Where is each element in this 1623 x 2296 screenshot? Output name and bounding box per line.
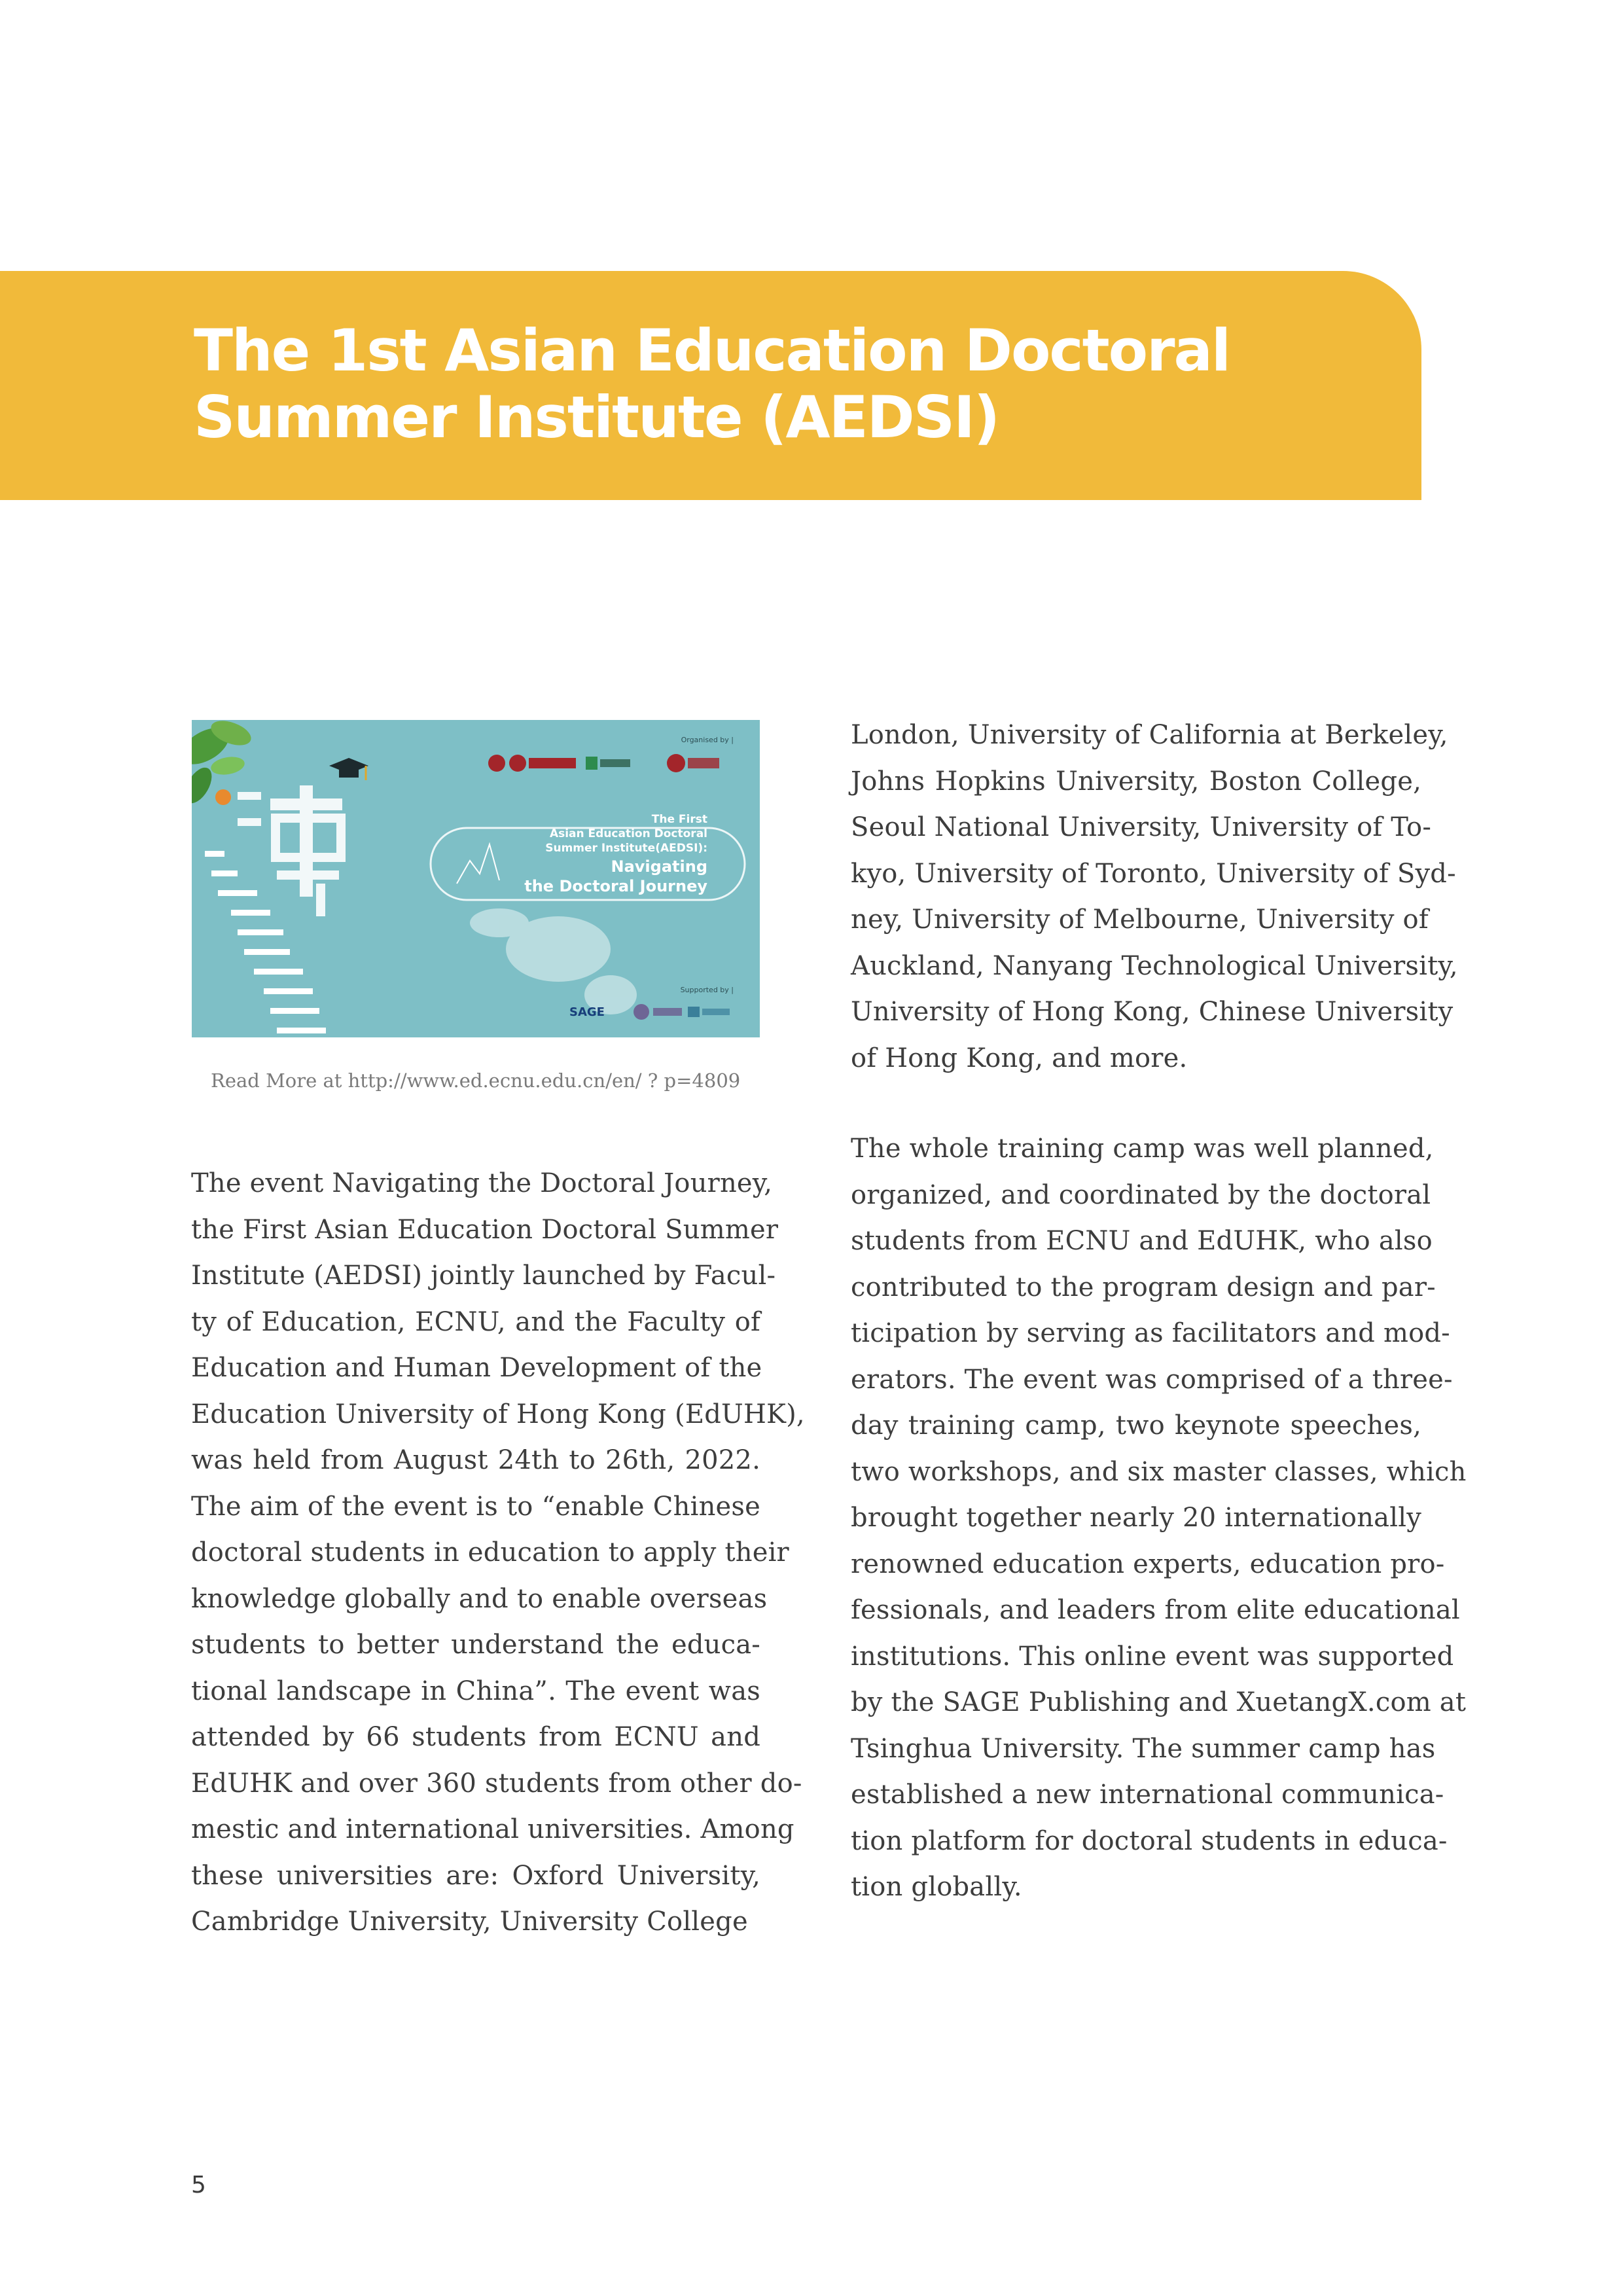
text-line: institutions. This online event was supported [851,1641,1454,1672]
page-number: 5 [191,2172,206,2198]
banner-title-line: Navigating [611,857,707,876]
text-line: tional landscape in China”. The event was [191,1676,760,1706]
text-line: kyo, University of Toronto, University of Syd- [851,858,1456,889]
text-line: Auckland, Nanyang Technological University, [851,950,1458,981]
text-line: of Hong Kong, and more. [851,1043,1188,1073]
text-line: London, University of California at Berkeley, [851,720,1448,750]
supporter-logos [633,1004,730,1020]
banner-title-line: the Doctoral Journey [524,877,707,895]
text-line: day training camp, two keynote speeches, [851,1410,1421,1441]
text-line: Johns Hopkins University, Boston College, [851,766,1421,797]
event-banner-image [192,720,760,1037]
organiser-logos [488,754,719,772]
banner-title-line: Summer Institute(AEDSI): [545,842,707,855]
text-line: knowledge globally and to enable overseas [191,1583,768,1614]
text-line: students to better understand the educa- [191,1630,760,1660]
text-line: EdUHK and over 360 students from other do- [191,1768,802,1799]
text-line: students from ECNU and EdUHK, who also [851,1226,1433,1256]
text-line: brought together nearly 20 internationally [851,1503,1421,1533]
page-title-line-2: Summer Institute (AEDSI) [194,384,999,451]
text-line: organized, and coordinated by the doctoral [851,1179,1431,1210]
text-line: Tsinghua University. The summer camp has [851,1733,1436,1764]
organised-by-label: Organised by | [681,736,734,744]
text-line: Education University of Hong Kong (EdUHK), [191,1399,805,1429]
text-line: The whole training camp was well planned, [851,1134,1434,1164]
text-line: Seoul National University, University of To- [851,812,1432,842]
text-line: Education and Human Development of the [191,1353,762,1383]
text-line: by the SAGE Publishing and XuetangX.com at [851,1687,1467,1717]
text-line: the First Asian Education Doctoral Summer [191,1214,779,1245]
text-line: Cambridge University, University College [191,1907,748,1937]
banner-title-line: Asian Education Doctoral [549,827,707,840]
image-caption: Read More at http://www.ed.ecnu.edu.cn/en/ ? p=4809 [211,1069,741,1092]
text-line: tion platform for doctoral students in educa- [851,1825,1448,1856]
page-title-line-1: The 1st Asian Education Doctoral [194,317,1230,384]
text-line: The event Navigating the Doctoral Journey, [191,1168,773,1198]
text-line: renowned education experts, education pro- [851,1549,1445,1579]
text-line: doctoral students in education to apply their [191,1537,789,1568]
text-line: ticipation by serving as facilitators and mod- [851,1318,1450,1348]
text-line: established a new international communica- [851,1780,1444,1810]
left-column-text [191,1160,805,1945]
text-line: ney, University of Melbourne, University of [851,905,1429,935]
text-line: attended by 66 students from ECNU and [191,1722,760,1752]
text-line: two workshops, and six master classes, which [851,1456,1467,1487]
right-column-text-part-2 [851,1126,1467,1910]
text-line: was held from August 24th to 26th, 2022. [191,1445,760,1475]
world-map-decoration [470,908,637,1014]
supported-by-label: Supported by | [680,986,734,994]
sage-logo: SAGE [569,1005,605,1019]
text-line: fessionals, and leaders from elite educational [851,1595,1460,1625]
text-line: mestic and international universities. Among [191,1814,794,1844]
text-line: these universities are: Oxford University, [191,1860,760,1891]
right-column-text-part-1 [851,712,1458,1081]
calligraphy-decoration [238,785,342,916]
text-line: The aim of the event is to “enable Chinese [191,1491,760,1522]
graduation-cap-icon [329,758,368,780]
text-line: tion globally. [851,1872,1022,1902]
text-line: contributed to the program design and par- [851,1272,1436,1302]
banner-title-line: The First [651,813,707,826]
text-line: University of Hong Kong, Chinese University [851,997,1454,1027]
text-line: erators. The event was comprised of a three- [851,1364,1453,1395]
text-line: Institute (AEDSI) jointly launched by Facul- [191,1261,776,1291]
text-line: ty of Education, ECNU, and the Faculty of [191,1306,760,1337]
